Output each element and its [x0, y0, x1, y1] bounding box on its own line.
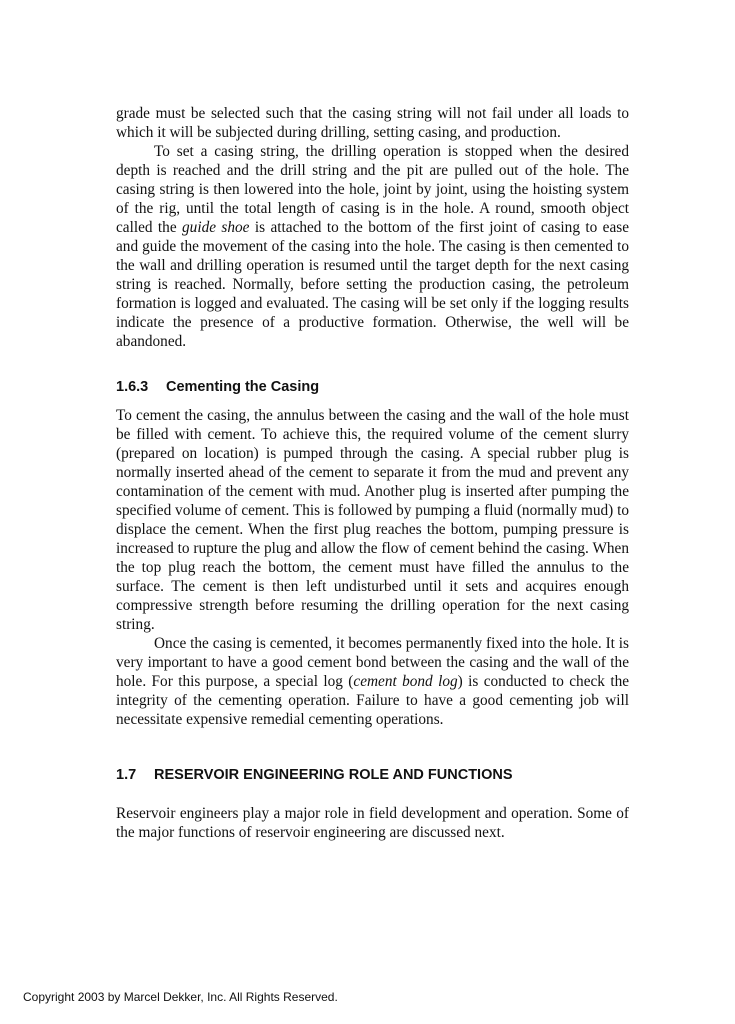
copyright-footer: Copyright 2003 by Marcel Dekker, Inc. All Rights Reserved.: [23, 990, 338, 1004]
section-title: Cementing the Casing: [166, 379, 320, 395]
paragraph-set-casing-part1: To set a casing string, the drilling operation is stopped when the desired depth is reached and the drill string and the pit are pulled out of the hole. The casing string is then lowered into the hole, joint by joint, using the hoisting system of the rig, until the total length of casing is in the hole. A round, smooth object called the: [116, 143, 629, 236]
section-heading-1-6-3: [116, 378, 629, 397]
paragraph-cement-casing: To cement the casing, the annulus between the casing and the wall of the hole must be filled with cement. To achieve this, the required volume of the cement slurry (prepared on location) is pumped through the casing. A special rubber plug is normally inserted ahead of the cement to separate it from the mud and prevent any contamination of the cement with mud. Another plug is inserted after pumping the specified volume of cement. This is followed by pumping a fluid (normally mud) to displace the cement. When the first plug reaches the bottom, pumping pressure is increased to rupture the plug and allow the flow of cement behind the casing. When the top plug reach the bottom, the cement must have filled the annulus to the surface. The cement is then left undisturbed until it sets and acquires enough compressive strength before resuming the drilling operation for the next casing string.: [116, 407, 629, 633]
paragraph-cement-bond-part2: ) is conducted to check the integrity of the cementing operation. Failure to have a good cementing job will necessitate expensive remedial cementing operations.: [116, 673, 630, 728]
section-number: 1.7: [116, 767, 137, 783]
section-heading-1-7: [116, 766, 629, 785]
page-body: [116, 104, 629, 842]
section-title: RESERVOIR ENGINEERING ROLE AND FUNCTIONS: [154, 767, 513, 783]
paragraph-cement-bond: [116, 634, 629, 729]
paragraph-reservoir-engineers: Reservoir engineers play a major role in field development and operation. Some of the major functions of reservoir engineering are discussed next.: [116, 805, 629, 841]
paragraph-casing-grade: grade must be selected such that the casing string will not fail under all loads to which it will be subjected during drilling, setting casing, and production.: [116, 105, 629, 141]
section-number: 1.6.3: [116, 379, 149, 395]
paragraph-cement-bond-part1: Once the casing is cemented, it becomes permanently fixed into the hole. It is very important to have a good cement bond between the casing and the wall of the hole. For this purpose, a special log (: [116, 635, 629, 690]
term-cement-bond-log: cement bond log: [353, 673, 458, 690]
term-guide-shoe: guide shoe: [182, 219, 250, 236]
paragraph-set-casing: [116, 142, 629, 351]
paragraph-set-casing-part2: is attached to the bottom of the first joint of casing to ease and guide the movement of the casing into the hole. The casing is then cemented to the wall and drilling operation is resumed until the target depth for the next casing string is reached. Normally, before setting the production casing, the petroleum formation is logged and evaluated. The casing will be set only if the logging results indicate the presence of a productive formation. Otherwise, the well will be abandoned.: [116, 219, 629, 350]
